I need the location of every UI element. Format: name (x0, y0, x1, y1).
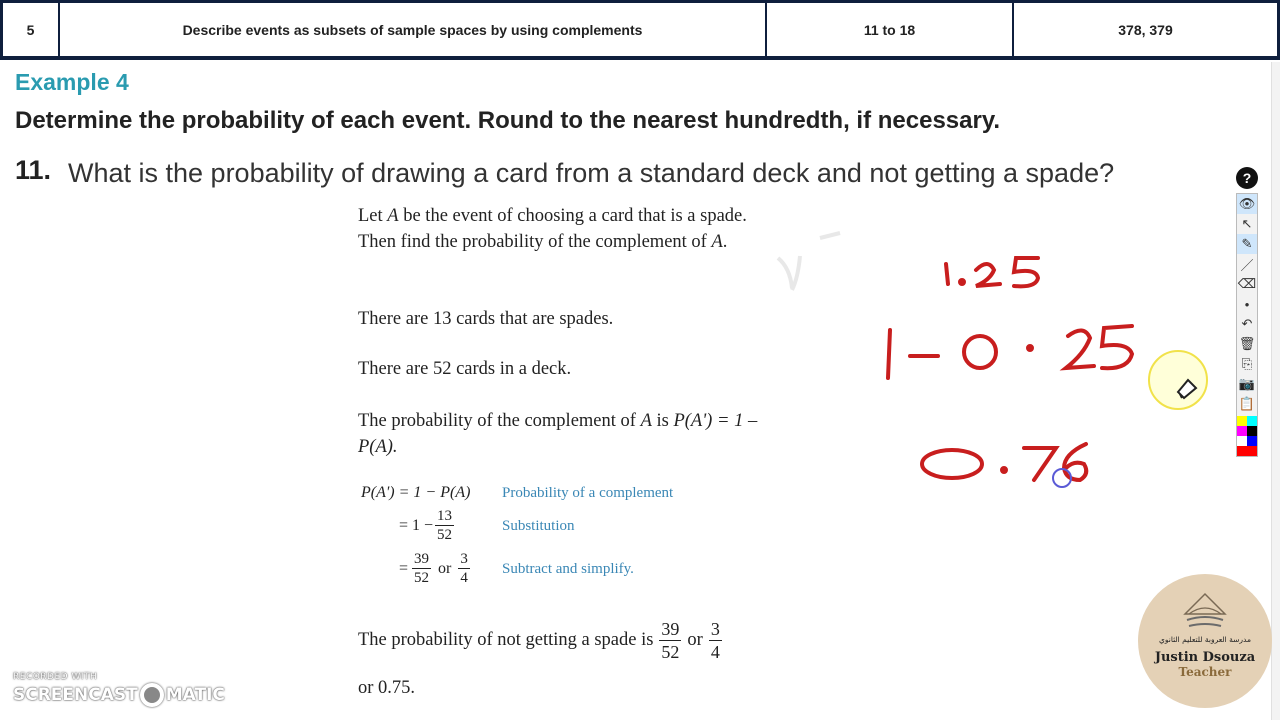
swatch-magenta[interactable] (1237, 426, 1247, 436)
swatch-cyan[interactable] (1247, 416, 1257, 426)
instruction-text: Determine the probability of each event. Round to the nearest hundredth, if necessary. (15, 107, 1001, 134)
lesson-number: 5 (0, 3, 60, 56)
solution-paragraph-4: The probability of the complement of A is P(A') = 1 – P(A). (358, 411, 758, 457)
equation-line-2: = 1 − $\frac{13}{52}$ (399, 508, 453, 543)
handwritten-annotations (880, 248, 1150, 498)
fraction-13-52: $\frac{13}{52}$ (437, 508, 453, 543)
clipboard-icon[interactable]: 📋 (1238, 396, 1256, 411)
swatch-yellow[interactable] (1237, 416, 1247, 426)
faint-scribble (770, 228, 850, 298)
handwriting-line-2 (888, 326, 1132, 378)
equation-note-2: Substitution (502, 518, 575, 534)
fraction-39-52: $\frac{39}{52}$ (414, 551, 430, 586)
school-logo-icon (1179, 588, 1231, 632)
solution-paragraph-3: There are 52 cards in a deck. (358, 359, 572, 379)
header-table (0, 0, 1280, 60)
equation-line-3: = $\frac{39}{52}$ or $\frac{3}{4}$ (399, 551, 468, 586)
question-text: What is the probability of drawing a card from a standard deck and not getting a spade? (68, 158, 1115, 188)
equation-note-1: Probability of a complement (502, 485, 674, 501)
teacher-name: Justin Dsouza (1154, 650, 1256, 665)
final-fraction-39-52: $\frac{39}{52}$ (661, 619, 680, 662)
equation-line-1: P(A') = 1 − P(A) (361, 484, 471, 501)
page-numbers: 378, 379 (1014, 3, 1280, 56)
solution-paragraph-1: Let A be the event of choosing a card that is a spade. Then find the probability of the complement of A. (358, 206, 747, 252)
solution-paragraph-2: There are 13 cards that are spades. (358, 309, 614, 329)
example-title: Example 4 (15, 69, 129, 95)
scrollbar[interactable] (1271, 62, 1280, 720)
stamp-icon[interactable]: ⎘ (1241, 356, 1253, 371)
final-answer-line: The probability of not getting a spade is $\frac{39}{52}$ or $\frac{3}{4}$ (358, 619, 720, 662)
swatch-black[interactable] (1247, 426, 1257, 436)
camera-icon[interactable]: 📷 (1238, 376, 1256, 391)
swatch-white[interactable] (1237, 436, 1247, 446)
swatch-blue[interactable] (1247, 436, 1257, 446)
annotation-toolbar (1236, 193, 1258, 457)
handwriting-line-3 (922, 444, 1086, 480)
screencast-watermark: RECORDED WITH SCREENCAST MATIC (13, 672, 225, 705)
teacher-role: Teacher (1178, 665, 1232, 679)
handwriting-line-1 (946, 258, 1038, 286)
equation-note-3: Subtract and simplify. (502, 561, 634, 577)
school-name-arabic: مدرسة العروبة للتعليم الثانوي (1158, 635, 1252, 644)
dot-icon[interactable]: • (1244, 296, 1250, 312)
exercise-range: 11 to 18 (767, 3, 1014, 56)
swatch-red[interactable] (1237, 446, 1257, 456)
final-fraction-3-4: $\frac{3}{4}$ (710, 619, 720, 662)
eye-icon[interactable]: 👁 (1237, 194, 1257, 214)
pen-icon[interactable]: ／ (1240, 257, 1254, 273)
arrow-cursor-icon[interactable]: ↖ (1241, 216, 1253, 231)
eraser-icon[interactable]: ⌫ (1237, 276, 1257, 291)
screencast-logo-icon (140, 683, 164, 707)
question-number: 11. (15, 155, 52, 185)
undo-icon[interactable]: ↶ (1241, 316, 1253, 331)
highlighter-icon[interactable]: ✎ (1237, 234, 1257, 254)
help-icon[interactable]: ? (1236, 167, 1258, 189)
final-answer-decimal: or 0.75. (358, 678, 416, 698)
trash-icon[interactable]: 🗑 (1238, 336, 1256, 351)
color-swatches (1237, 416, 1257, 456)
lesson-objective: Describe events as subsets of sample spaces by using complements (60, 3, 767, 56)
teacher-badge (1138, 574, 1272, 708)
highlighter-cursor-icon (1174, 376, 1200, 402)
fraction-3-4: $\frac{3}{4}$ (460, 551, 468, 586)
